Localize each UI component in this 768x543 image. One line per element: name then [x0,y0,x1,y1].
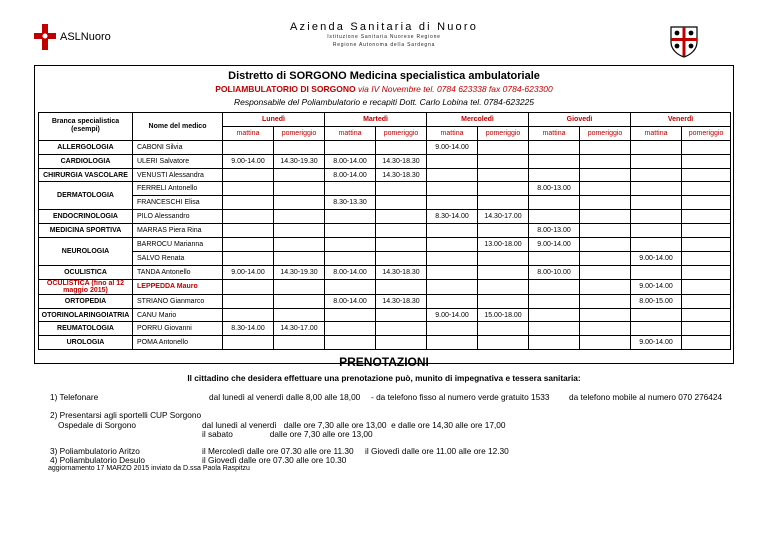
time-slot-cell [274,168,325,182]
medico-cell: BARROCU Marianna [133,238,223,252]
medico-cell: VENUSTI Alessandra [133,168,223,182]
header-day: Martedì [325,113,427,127]
branca-cell: CARDIOLOGIA [39,154,133,168]
time-slot-cell [478,294,529,308]
asl-logo [34,22,114,54]
item1-hours: dal lunedì al venerdì dalle 8,00 alle 18,00 [209,392,361,402]
branca-cell: ALLERGOLOGIA [39,140,133,154]
table-row [39,196,731,210]
time-slot-cell: 8.00-14.00 [325,154,376,168]
branca-cell: OCULISTICA (fino al 12 maggio 2015) [39,279,133,294]
time-slot-cell [376,336,427,350]
item3-label: 3) Poliambulatorio Aritzo [50,446,140,456]
time-slot-cell [580,210,631,224]
table-row [39,265,731,279]
time-slot-cell: 13.00-18.00 [478,238,529,252]
ambulatorio-contacts: via IV Novembre tel. 0784 623338 fax 0784-623300 [358,84,553,94]
schedule-table [38,112,731,350]
time-slot-cell [529,308,580,322]
table-row [39,224,731,238]
time-slot-cell [478,251,529,265]
time-slot-cell [325,308,376,322]
time-slot-cell [427,168,478,182]
branca-cell: UROLOGIA [39,336,133,350]
time-slot-cell [376,224,427,238]
header-mattina: mattina [631,126,682,140]
time-slot-cell [580,251,631,265]
header-branca: Branca specialistica (esempi) [39,113,133,141]
time-slot-cell [682,224,731,238]
time-slot-cell [529,140,580,154]
time-slot-cell: 8.00-10.00 [529,265,580,279]
table-row [39,154,731,168]
time-slot-cell [580,154,631,168]
time-slot-cell [631,154,682,168]
medico-cell: STRIANO Gianmarco [133,294,223,308]
header-mattina: mattina [529,126,580,140]
ambulatorio-name: POLIAMBULATORIO DI SORGONO [215,84,356,94]
header-pomeriggio: pomeriggio [580,126,631,140]
time-slot-cell [376,251,427,265]
time-slot-cell: 8.00-14.00 [325,265,376,279]
time-slot-cell [274,336,325,350]
time-slot-cell [325,238,376,252]
time-slot-cell [529,251,580,265]
time-slot-cell [580,336,631,350]
time-slot-cell [580,140,631,154]
time-slot-cell [325,224,376,238]
time-slot-cell: 8.30-13.30 [325,196,376,210]
time-slot-cell: 9.00-14.00 [223,154,274,168]
update-note: aggiornamento 17 MARZO 2015 inviato da D.ssa Paola Raspitzu [48,465,250,472]
time-slot-cell [529,279,580,294]
time-slot-cell [427,182,478,196]
time-slot-cell [631,322,682,336]
table-row [39,336,731,350]
time-slot-cell [274,279,325,294]
time-slot-cell [682,294,731,308]
time-slot-cell [478,322,529,336]
time-slot-cell [223,238,274,252]
time-slot-cell: 14.30-17.00 [274,322,325,336]
time-slot-cell [427,322,478,336]
time-slot-cell [325,210,376,224]
time-slot-cell [376,196,427,210]
time-slot-cell [580,279,631,294]
time-slot-cell [631,168,682,182]
table-row [39,238,731,252]
item3-extra-hours: il Giovedì dalle ore 11.00 alle ore 12.30 [365,446,509,456]
time-slot-cell [682,182,731,196]
header-pomeriggio: pomeriggio [376,126,427,140]
time-slot-cell [580,182,631,196]
time-slot-cell [376,308,427,322]
time-slot-cell [580,238,631,252]
table-row [39,322,731,336]
time-slot-cell: 8.30-14.00 [427,210,478,224]
table-row [39,182,731,196]
medico-cell: FRANCESCHI Elisa [133,196,223,210]
table-row [39,210,731,224]
time-slot-cell: 14.30-18.30 [376,265,427,279]
time-slot-cell: 8.00-15.00 [631,294,682,308]
time-slot-cell [580,294,631,308]
ambulatorio-info [0,84,768,94]
time-slot-cell [682,238,731,252]
time-slot-cell [478,224,529,238]
time-slot-cell: 14.30-18.30 [376,154,427,168]
time-slot-cell [631,265,682,279]
time-slot-cell [223,224,274,238]
time-slot-cell [682,322,731,336]
item1-mobile-line: da telefono mobile al numero 070 276424 [569,392,723,402]
time-slot-cell: 8.00-13.00 [529,224,580,238]
time-slot-cell [325,140,376,154]
prenotazioni-title: PRENOTAZIONI [339,355,429,369]
time-slot-cell [631,140,682,154]
time-slot-cell [529,154,580,168]
branca-cell: MEDICINA SPORTIVA [39,224,133,238]
header-pomeriggio: pomeriggio [478,126,529,140]
table-row [39,140,731,154]
header-mattina: mattina [325,126,376,140]
time-slot-cell: 8.00-14.00 [325,168,376,182]
time-slot-cell [427,224,478,238]
time-slot-cell [631,210,682,224]
time-slot-cell [631,238,682,252]
time-slot-cell: 14.30-19.30 [274,265,325,279]
time-slot-cell [274,308,325,322]
table-row [39,251,731,265]
time-slot-cell [223,182,274,196]
header-day: Mercoledì [427,113,529,127]
time-slot-cell [376,279,427,294]
time-slot-cell [580,196,631,210]
time-slot-cell [325,279,376,294]
time-slot-cell [682,308,731,322]
org-subtitle: Istituzione Sanitaria Nuorese Regione [327,34,441,40]
item2-hours-weekday: dal lunedì al venerdì dalle ore 7,30 alle ore 13,00 e dalle ore 14,30 alle ore 17,00 [202,420,506,430]
table-row [39,294,731,308]
time-slot-cell [529,210,580,224]
time-slot-cell [631,308,682,322]
header-medico: Nome del medico [133,113,223,141]
medico-cell: TANDA Antonello [133,265,223,279]
time-slot-cell [274,196,325,210]
time-slot-cell [427,279,478,294]
medico-cell: SALVO Renata [133,251,223,265]
time-slot-cell [223,279,274,294]
time-slot-cell [478,182,529,196]
responsabile: Responsabile del Poliambulatorio e recapiti Dott. Carlo Lobina tel. 0784-623225 [233,97,535,107]
medico-cell: ULERI Salvatore [133,154,223,168]
time-slot-cell [580,308,631,322]
prenotazioni-intro: Il cittadino che desidera effettuare una prenotazione può, munito di impegnativa e tessera sanitaria: [187,373,581,383]
time-slot-cell [478,168,529,182]
medico-cell: PORRU Giovanni [133,322,223,336]
branca-cell: OCULISTICA [39,265,133,279]
time-slot-cell [631,182,682,196]
time-slot-cell: 9.00-14.00 [631,251,682,265]
time-slot-cell [223,294,274,308]
time-slot-cell [427,336,478,350]
time-slot-cell: 9.00-14.00 [529,238,580,252]
time-slot-cell [427,196,478,210]
branca-cell: DERMATOLOGIA [39,182,133,210]
time-slot-cell [427,238,478,252]
time-slot-cell [325,182,376,196]
time-slot-cell: 9.00-14.00 [223,265,274,279]
item3-hours: il Mercoledì dalle ore 07.30 alle ore 11.30 [202,446,354,456]
time-slot-cell [325,336,376,350]
time-slot-cell [631,224,682,238]
medico-cell: MARRAS Piera Rina [133,224,223,238]
time-slot-cell [376,238,427,252]
branca-cell: REUMATOLOGIA [39,322,133,336]
item4-hours: il Giovedì dalle ore 07.30 alle ore 10.30 [202,455,347,465]
time-slot-cell: 9.00-14.00 [427,140,478,154]
time-slot-cell [427,251,478,265]
time-slot-cell [376,182,427,196]
header-pomeriggio: pomeriggio [274,126,325,140]
time-slot-cell [529,168,580,182]
branca-cell: NEUROLOGIA [39,238,133,266]
time-slot-cell [580,168,631,182]
item2-location: Ospedale di Sorgono [58,420,136,430]
branca-cell: OTORINOLARINGOIATRIA [39,308,133,322]
time-slot-cell: 15.00-18.00 [478,308,529,322]
time-slot-cell: 8.00-14.00 [325,294,376,308]
time-slot-cell [682,279,731,294]
time-slot-cell [529,294,580,308]
time-slot-cell [274,294,325,308]
header-mattina: mattina [223,126,274,140]
medico-cell: CABONI Silvia [133,140,223,154]
branca-cell: ORTOPEDIA [39,294,133,308]
time-slot-cell [274,140,325,154]
time-slot-cell: 9.00-14.00 [631,279,682,294]
page-title: Distretto di SORGONO Medicina specialistica ambulatoriale [228,70,540,82]
logo-text: ASLNuoro [60,31,111,43]
time-slot-cell [223,140,274,154]
time-slot-cell [376,140,427,154]
time-slot-cell [682,154,731,168]
medico-cell: PILO Alessandro [133,210,223,224]
time-slot-cell [223,196,274,210]
time-slot-cell [376,210,427,224]
asl-cross-icon [34,24,56,50]
branca-cell: CHIRURGIA VASCOLARE [39,168,133,182]
time-slot-cell: 8.00-13.00 [529,182,580,196]
branca-cell: ENDOCRINOLOGIA [39,210,133,224]
time-slot-cell [682,196,731,210]
medico-cell: LEPPEDDA Mauro [133,279,223,294]
medico-cell: POMA Antonello [133,336,223,350]
time-slot-cell [478,279,529,294]
org-name: Azienda Sanitaria di Nuoro [289,21,479,33]
time-slot-cell [682,168,731,182]
medico-cell: CANU Mario [133,308,223,322]
time-slot-cell: 8.30-14.00 [223,322,274,336]
header-pomeriggio: pomeriggio [682,126,731,140]
header-day: Lunedì [223,113,325,127]
time-slot-cell [223,168,274,182]
time-slot-cell [427,154,478,168]
time-slot-cell [274,224,325,238]
time-slot-cell [223,336,274,350]
time-slot-cell [478,265,529,279]
time-slot-cell [682,336,731,350]
time-slot-cell [223,251,274,265]
time-slot-cell [223,210,274,224]
time-slot-cell [325,251,376,265]
time-slot-cell [376,322,427,336]
time-slot-cell [478,154,529,168]
header-mattina: mattina [427,126,478,140]
time-slot-cell [682,140,731,154]
time-slot-cell [274,210,325,224]
time-slot-cell [478,140,529,154]
table-row [39,168,731,182]
time-slot-cell [580,265,631,279]
item4-label: 4) Poliambulatorio Desulo [50,455,146,465]
table-row [39,308,731,322]
time-slot-cell [682,265,731,279]
time-slot-cell [631,196,682,210]
item1-fixed-line: - da telefono fisso al numero verde gratuito 1533 [371,392,550,402]
time-slot-cell: 14.30-19.30 [274,154,325,168]
org-region: Regione Autonoma della Sardegna [332,42,436,48]
header-day: Venerdì [631,113,731,127]
time-slot-cell [682,251,731,265]
time-slot-cell [529,322,580,336]
time-slot-cell: 14.30-18.30 [376,168,427,182]
item2-hours-saturday: il sabato dalle ore 7,30 alle ore 13,00 [202,429,373,439]
time-slot-cell [427,294,478,308]
header-day: Giovedì [529,113,631,127]
time-slot-cell: 14.30-17.00 [478,210,529,224]
medico-cell: FERRELI Antonello [133,182,223,196]
time-slot-cell [682,210,731,224]
time-slot-cell [427,265,478,279]
item1-label: 1) Telefonare [50,392,99,402]
time-slot-cell [274,251,325,265]
time-slot-cell [580,322,631,336]
time-slot-cell [529,196,580,210]
time-slot-cell [325,322,376,336]
time-slot-cell [580,224,631,238]
time-slot-cell [478,196,529,210]
time-slot-cell: 9.00-14.00 [631,336,682,350]
time-slot-cell: 9.00-14.00 [427,308,478,322]
item2-label: 2) Presentarsi agli sportelli CUP Sorgono [50,410,202,420]
time-slot-cell [274,238,325,252]
schedule-body [39,140,731,349]
region-crest-icon [668,24,700,56]
time-slot-cell [223,308,274,322]
table-row [39,279,731,294]
time-slot-cell [529,336,580,350]
time-slot-cell [478,336,529,350]
time-slot-cell [274,182,325,196]
time-slot-cell: 14.30-18.30 [376,294,427,308]
